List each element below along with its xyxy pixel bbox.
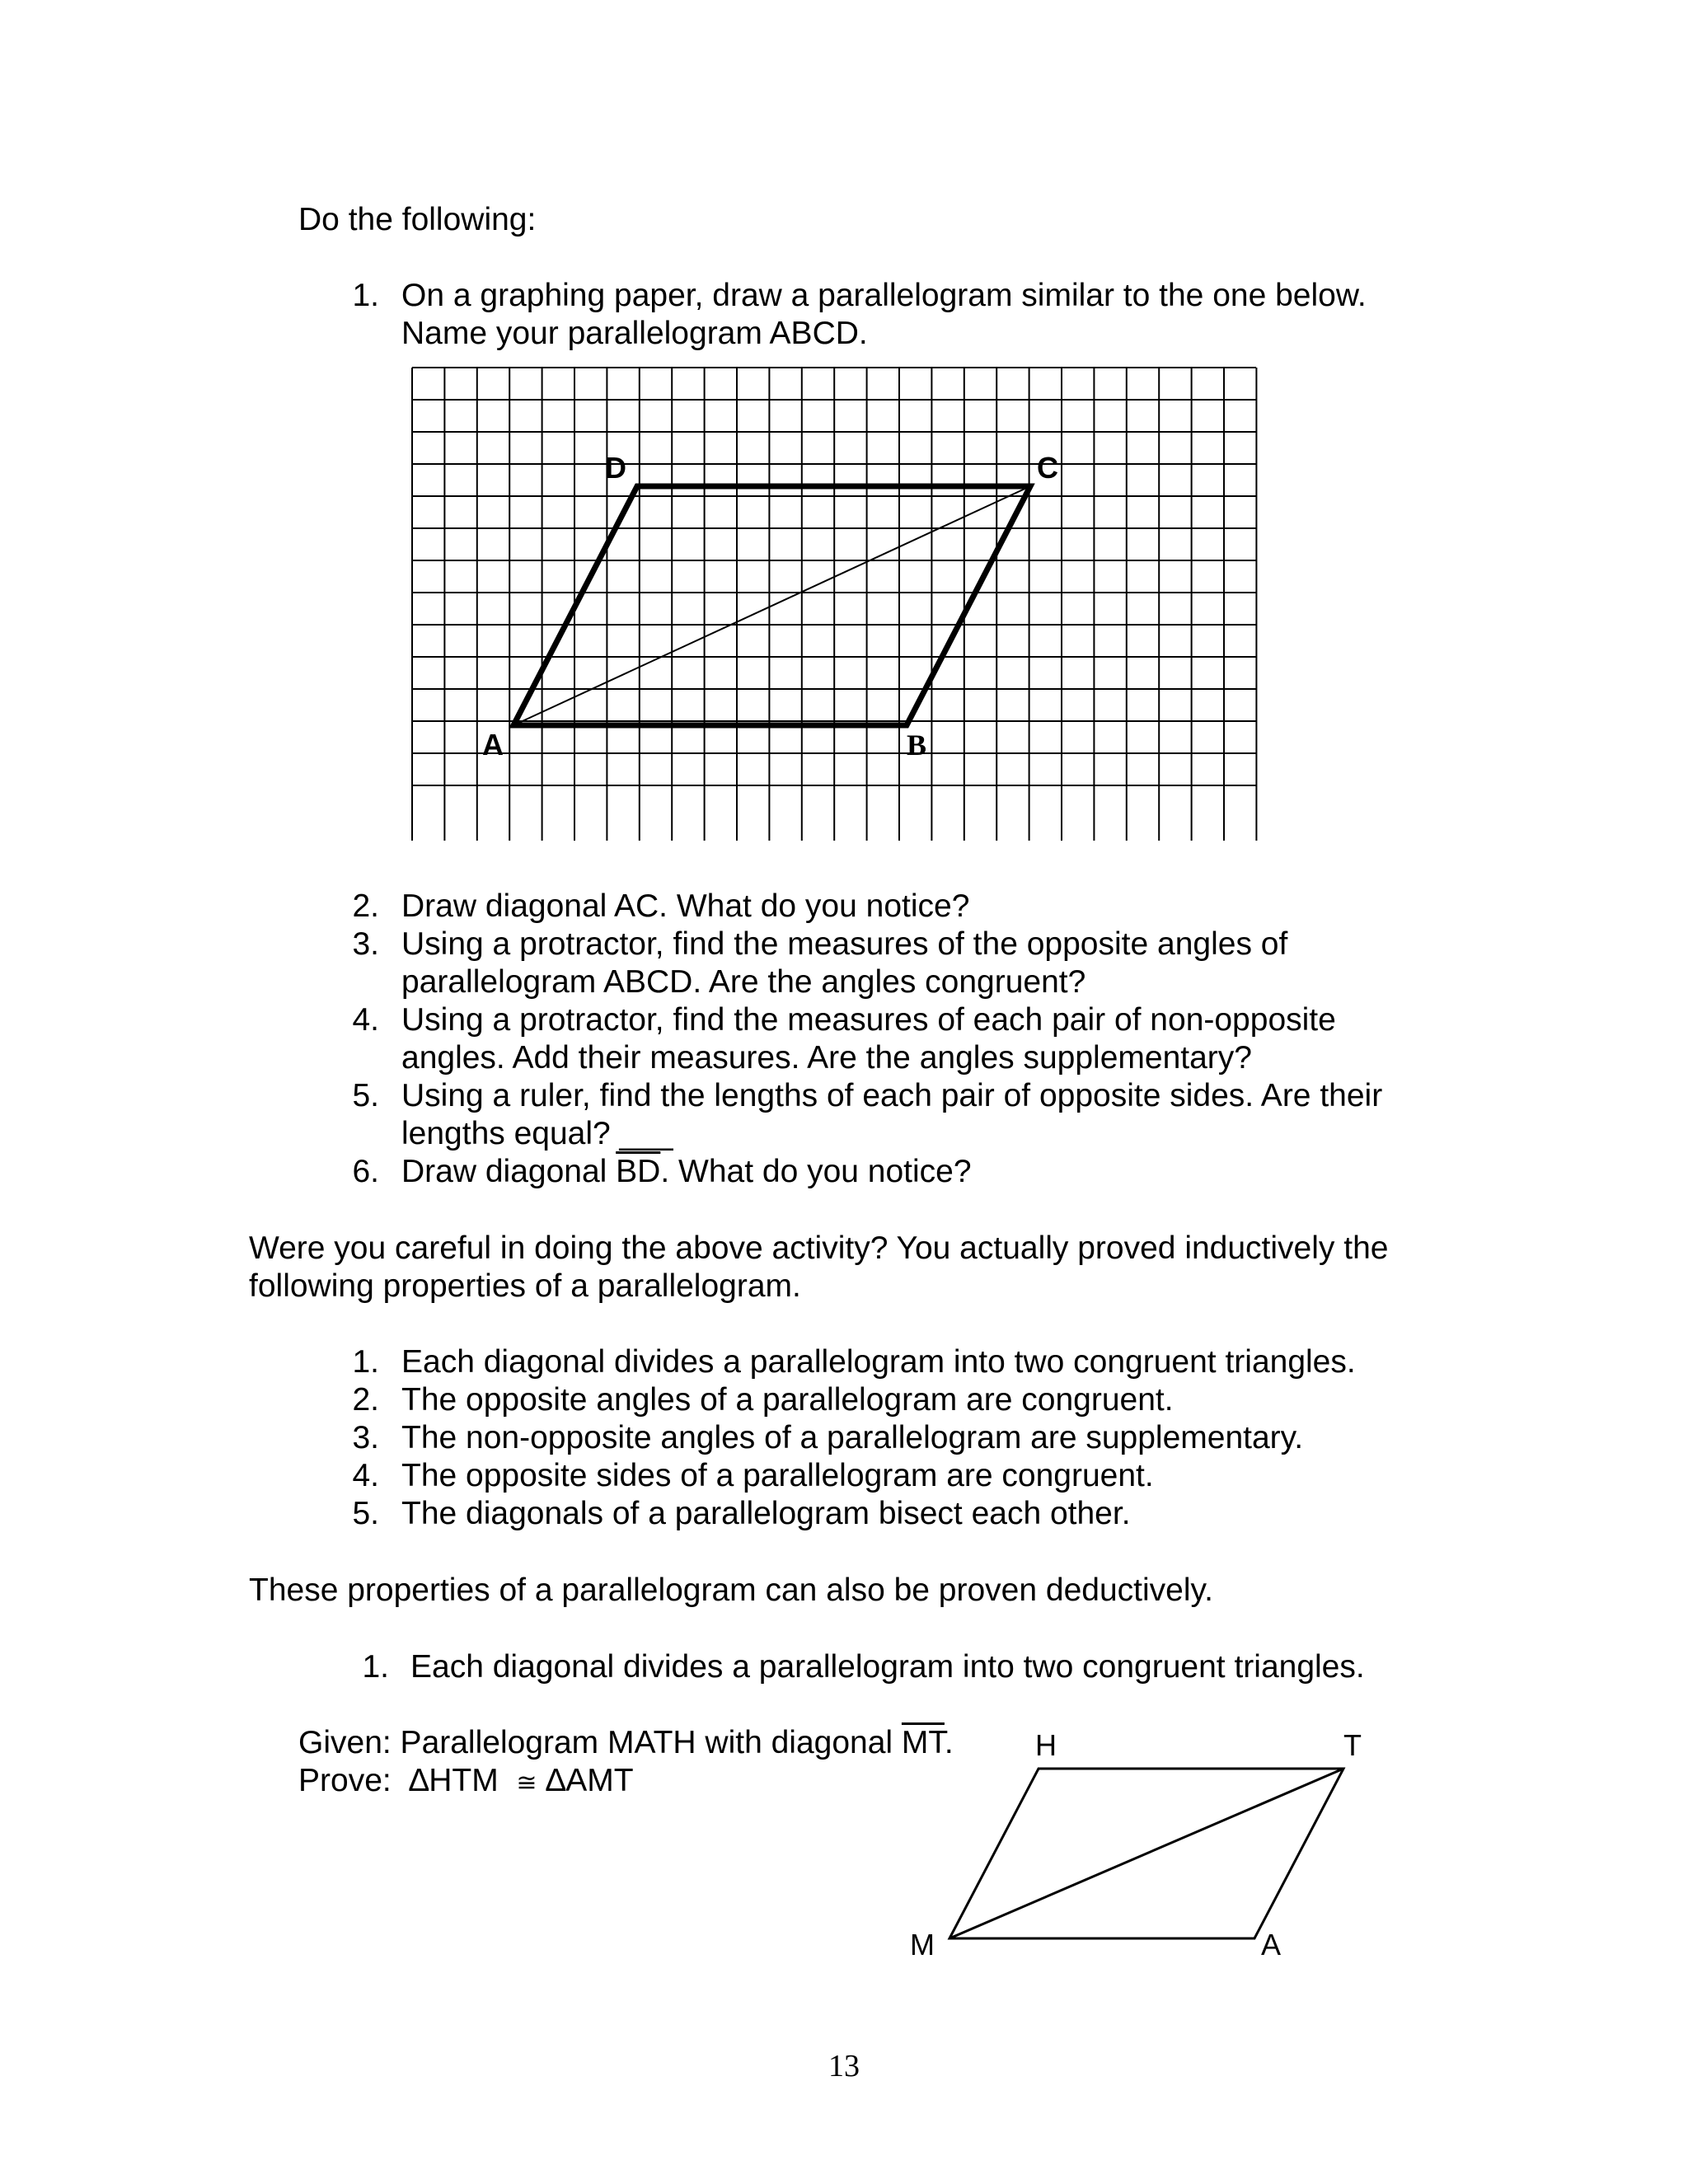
property-number-4: 4.: [352, 1458, 379, 1493]
activity-item-1-line-1: On a graphing paper, draw a parallelogram similar to the one below.: [401, 278, 1367, 313]
paragraph-1-line-1: Were you careful in doing the above activity? You actually proved inductively the: [249, 1230, 1389, 1266]
segment-bd: $\overline{BD}$: [616, 1154, 661, 1189]
property-4: The opposite sides of a parallelogram are congruent.: [401, 1458, 1154, 1493]
page-number: 13: [828, 2049, 860, 2083]
diagonal-mt: [950, 1769, 1343, 1938]
label-a-vertex: A: [1261, 1928, 1282, 1961]
prove-statement: [298, 1762, 634, 1802]
property-5: The diagonals of a parallelogram bisect each other.: [401, 1496, 1131, 1531]
segment-mt: $\overline{MT}$: [901, 1725, 945, 1760]
label-a: A: [482, 728, 504, 762]
property-3: The non-opposite angles of a parallelogram are supplementary.: [401, 1420, 1304, 1455]
label-m: M: [910, 1928, 935, 1961]
label-c: C: [1037, 451, 1058, 485]
property-number-5: 5.: [352, 1496, 379, 1531]
theorem-text: Each diagonal divides a parallelogram into two congruent triangles.: [410, 1649, 1365, 1685]
intro-text: Do the following:: [298, 202, 537, 237]
prove-lhs: ∆HTM: [409, 1763, 499, 1798]
theorem-number: 1.: [362, 1649, 389, 1685]
given-pre: Given: Parallelogram MATH with diagonal: [298, 1725, 902, 1760]
property-number-1: 1.: [352, 1344, 379, 1380]
graph-paper-grid: [412, 368, 1256, 841]
property-number-2: 2.: [352, 1382, 379, 1418]
activity-item-4-line-2: angles. Add their measures. Are the angles supplementary?: [401, 1040, 1252, 1076]
activity-item-1-line-2: Name your parallelogram ABCD.: [401, 316, 868, 351]
activity-item-6: [401, 1153, 972, 1191]
activity-item-5-line-1: Using a ruler, find the lengths of each pair of opposite sides. Are their: [401, 1078, 1383, 1113]
paragraph-1-line-2: following properties of a parallelogram.: [249, 1268, 801, 1304]
given-statement: [298, 1724, 954, 1762]
activity-item-3-line-2: parallelogram ABCD. Are the angles congruent?: [401, 964, 1086, 1000]
prove-label: Prove:: [298, 1763, 392, 1798]
activity-number-5: 5.: [352, 1078, 379, 1113]
label-d: D: [605, 451, 626, 485]
prove-rhs: ∆AMT: [546, 1763, 634, 1798]
activity-item-3-line-1: Using a protractor, find the measures of the opposite angles of: [401, 926, 1288, 962]
label-t: T: [1343, 1728, 1362, 1762]
activity-item-2-line-1: Draw diagonal AC. What do you notice?: [401, 888, 970, 924]
label-b: B: [907, 729, 927, 762]
paragraph-2: These properties of a parallelogram can also be proven deductively.: [249, 1572, 1213, 1608]
activity-number-4: 4.: [352, 1002, 379, 1038]
activity-number-3: 3.: [352, 926, 379, 962]
property-1: Each diagonal divides a parallelogram into two congruent triangles.: [401, 1344, 1356, 1380]
activity-item-6-post: . What do you notice?: [660, 1154, 972, 1189]
activity-number-1: 1.: [352, 278, 379, 313]
label-h: H: [1035, 1728, 1057, 1762]
activity-item-6-pre: Draw diagonal: [401, 1154, 617, 1189]
property-2: The opposite angles of a parallelogram are congruent.: [401, 1382, 1174, 1418]
activity-item-4-line-1: Using a protractor, find the measures of each pair of non-opposite: [401, 1002, 1336, 1038]
property-number-3: 3.: [352, 1420, 379, 1455]
activity-item-5-line-2: lengths equal? ___: [401, 1116, 673, 1151]
activity-number-2: 2.: [352, 888, 379, 924]
congruent-symbol: ≅: [516, 1769, 537, 1797]
given-post: .: [944, 1725, 954, 1760]
activity-number-6: 6.: [352, 1154, 379, 1189]
